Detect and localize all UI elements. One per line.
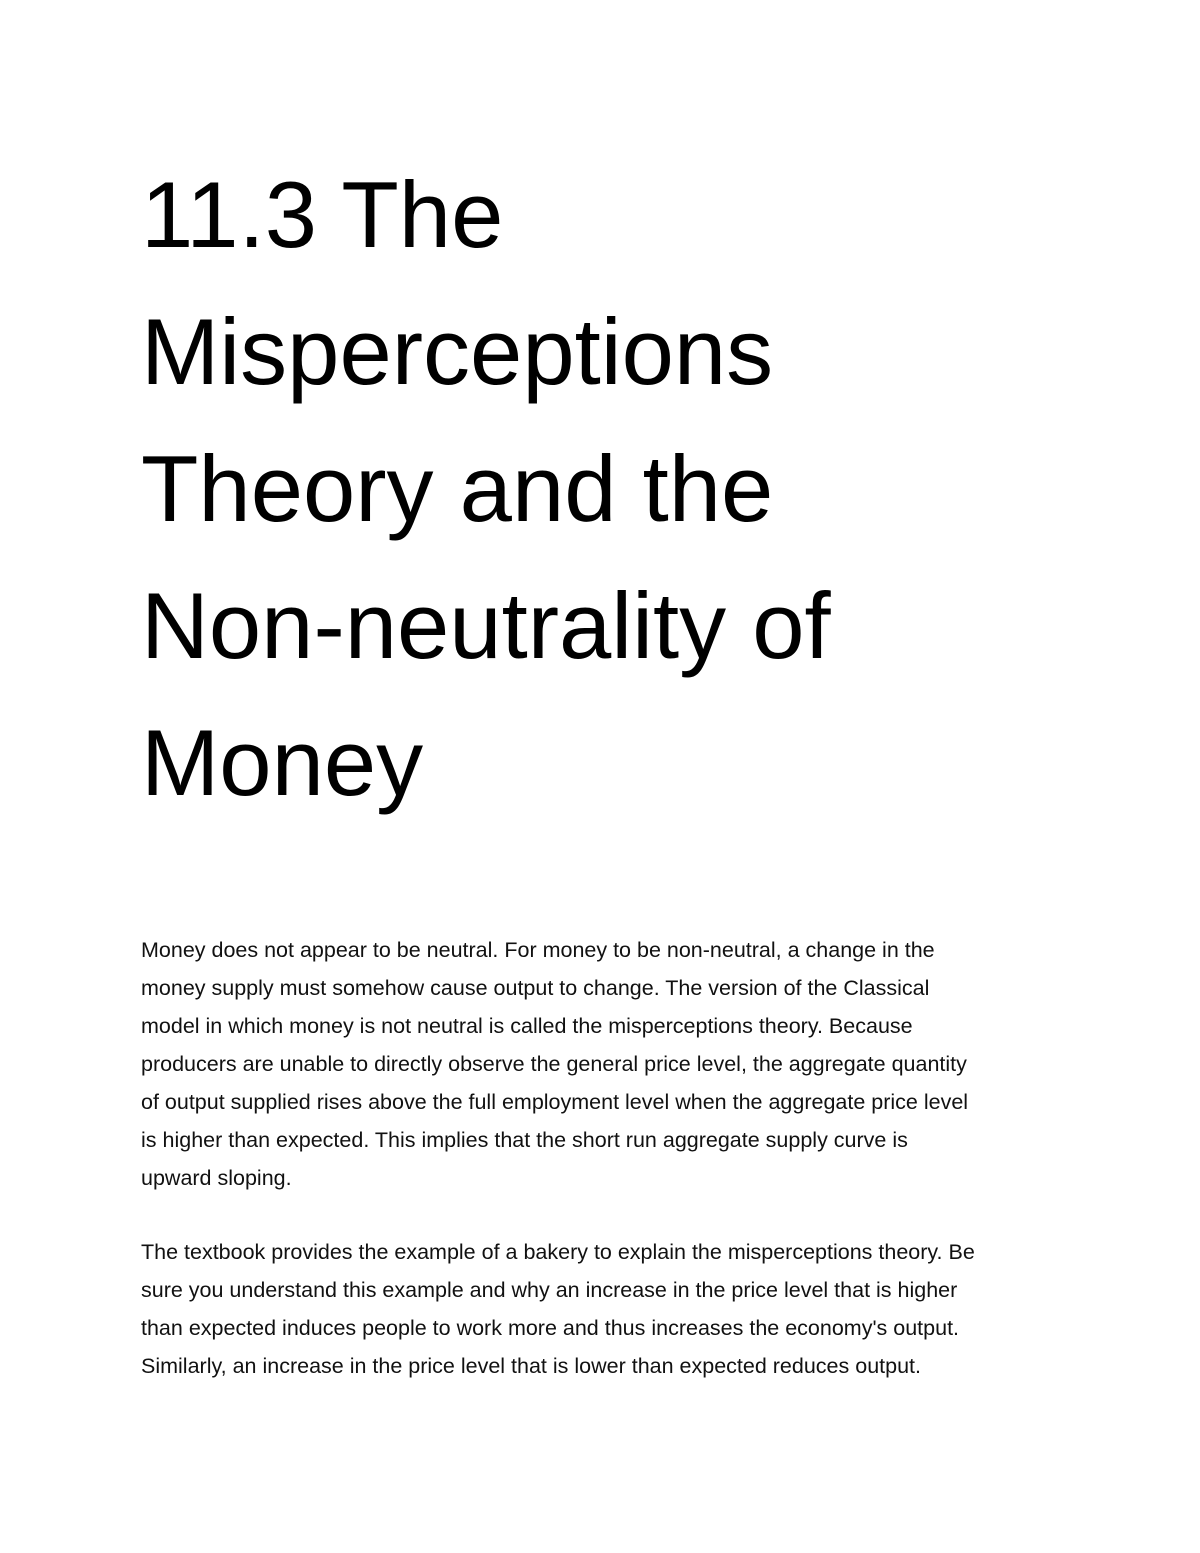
paragraph-line: Similarly, an increase in the price level that is lower than expected reduces output. [141,1354,921,1378]
page-title [141,146,1041,831]
title-line: Misperceptions [141,299,774,404]
title-line: Non-neutrality of [141,573,831,678]
paragraph-line: Money does not appear to be neutral. For money to be non-neutral, a change in the [141,938,935,962]
title-line: Money [141,710,424,815]
paragraph-line: model in which money is not neutral is called the misperceptions theory. Because [141,1014,913,1038]
body-paragraph-1 [141,931,1066,1197]
paragraph-line: is higher than expected. This implies that the short run aggregate supply curve is [141,1128,908,1152]
paragraph-line: producers are unable to directly observe the general price level, the aggregate quantity [141,1052,967,1076]
paragraph-line: The textbook provides the example of a bakery to explain the misperceptions theory. Be [141,1240,975,1264]
paragraph-line: upward sloping. [141,1166,292,1190]
title-line: Theory and the [141,436,774,541]
title-line: 11.3 The [141,162,504,267]
paragraph-line: money supply must somehow cause output to change. The version of the Classical [141,976,930,1000]
paragraph-line: of output supplied rises above the full employment level when the aggregate price level [141,1090,969,1114]
paragraph-line: than expected induces people to work more and thus increases the economy's output. [141,1316,960,1340]
body-paragraph-2 [141,1233,1066,1385]
paragraph-line: sure you understand this example and why an increase in the price level that is higher [141,1278,958,1302]
